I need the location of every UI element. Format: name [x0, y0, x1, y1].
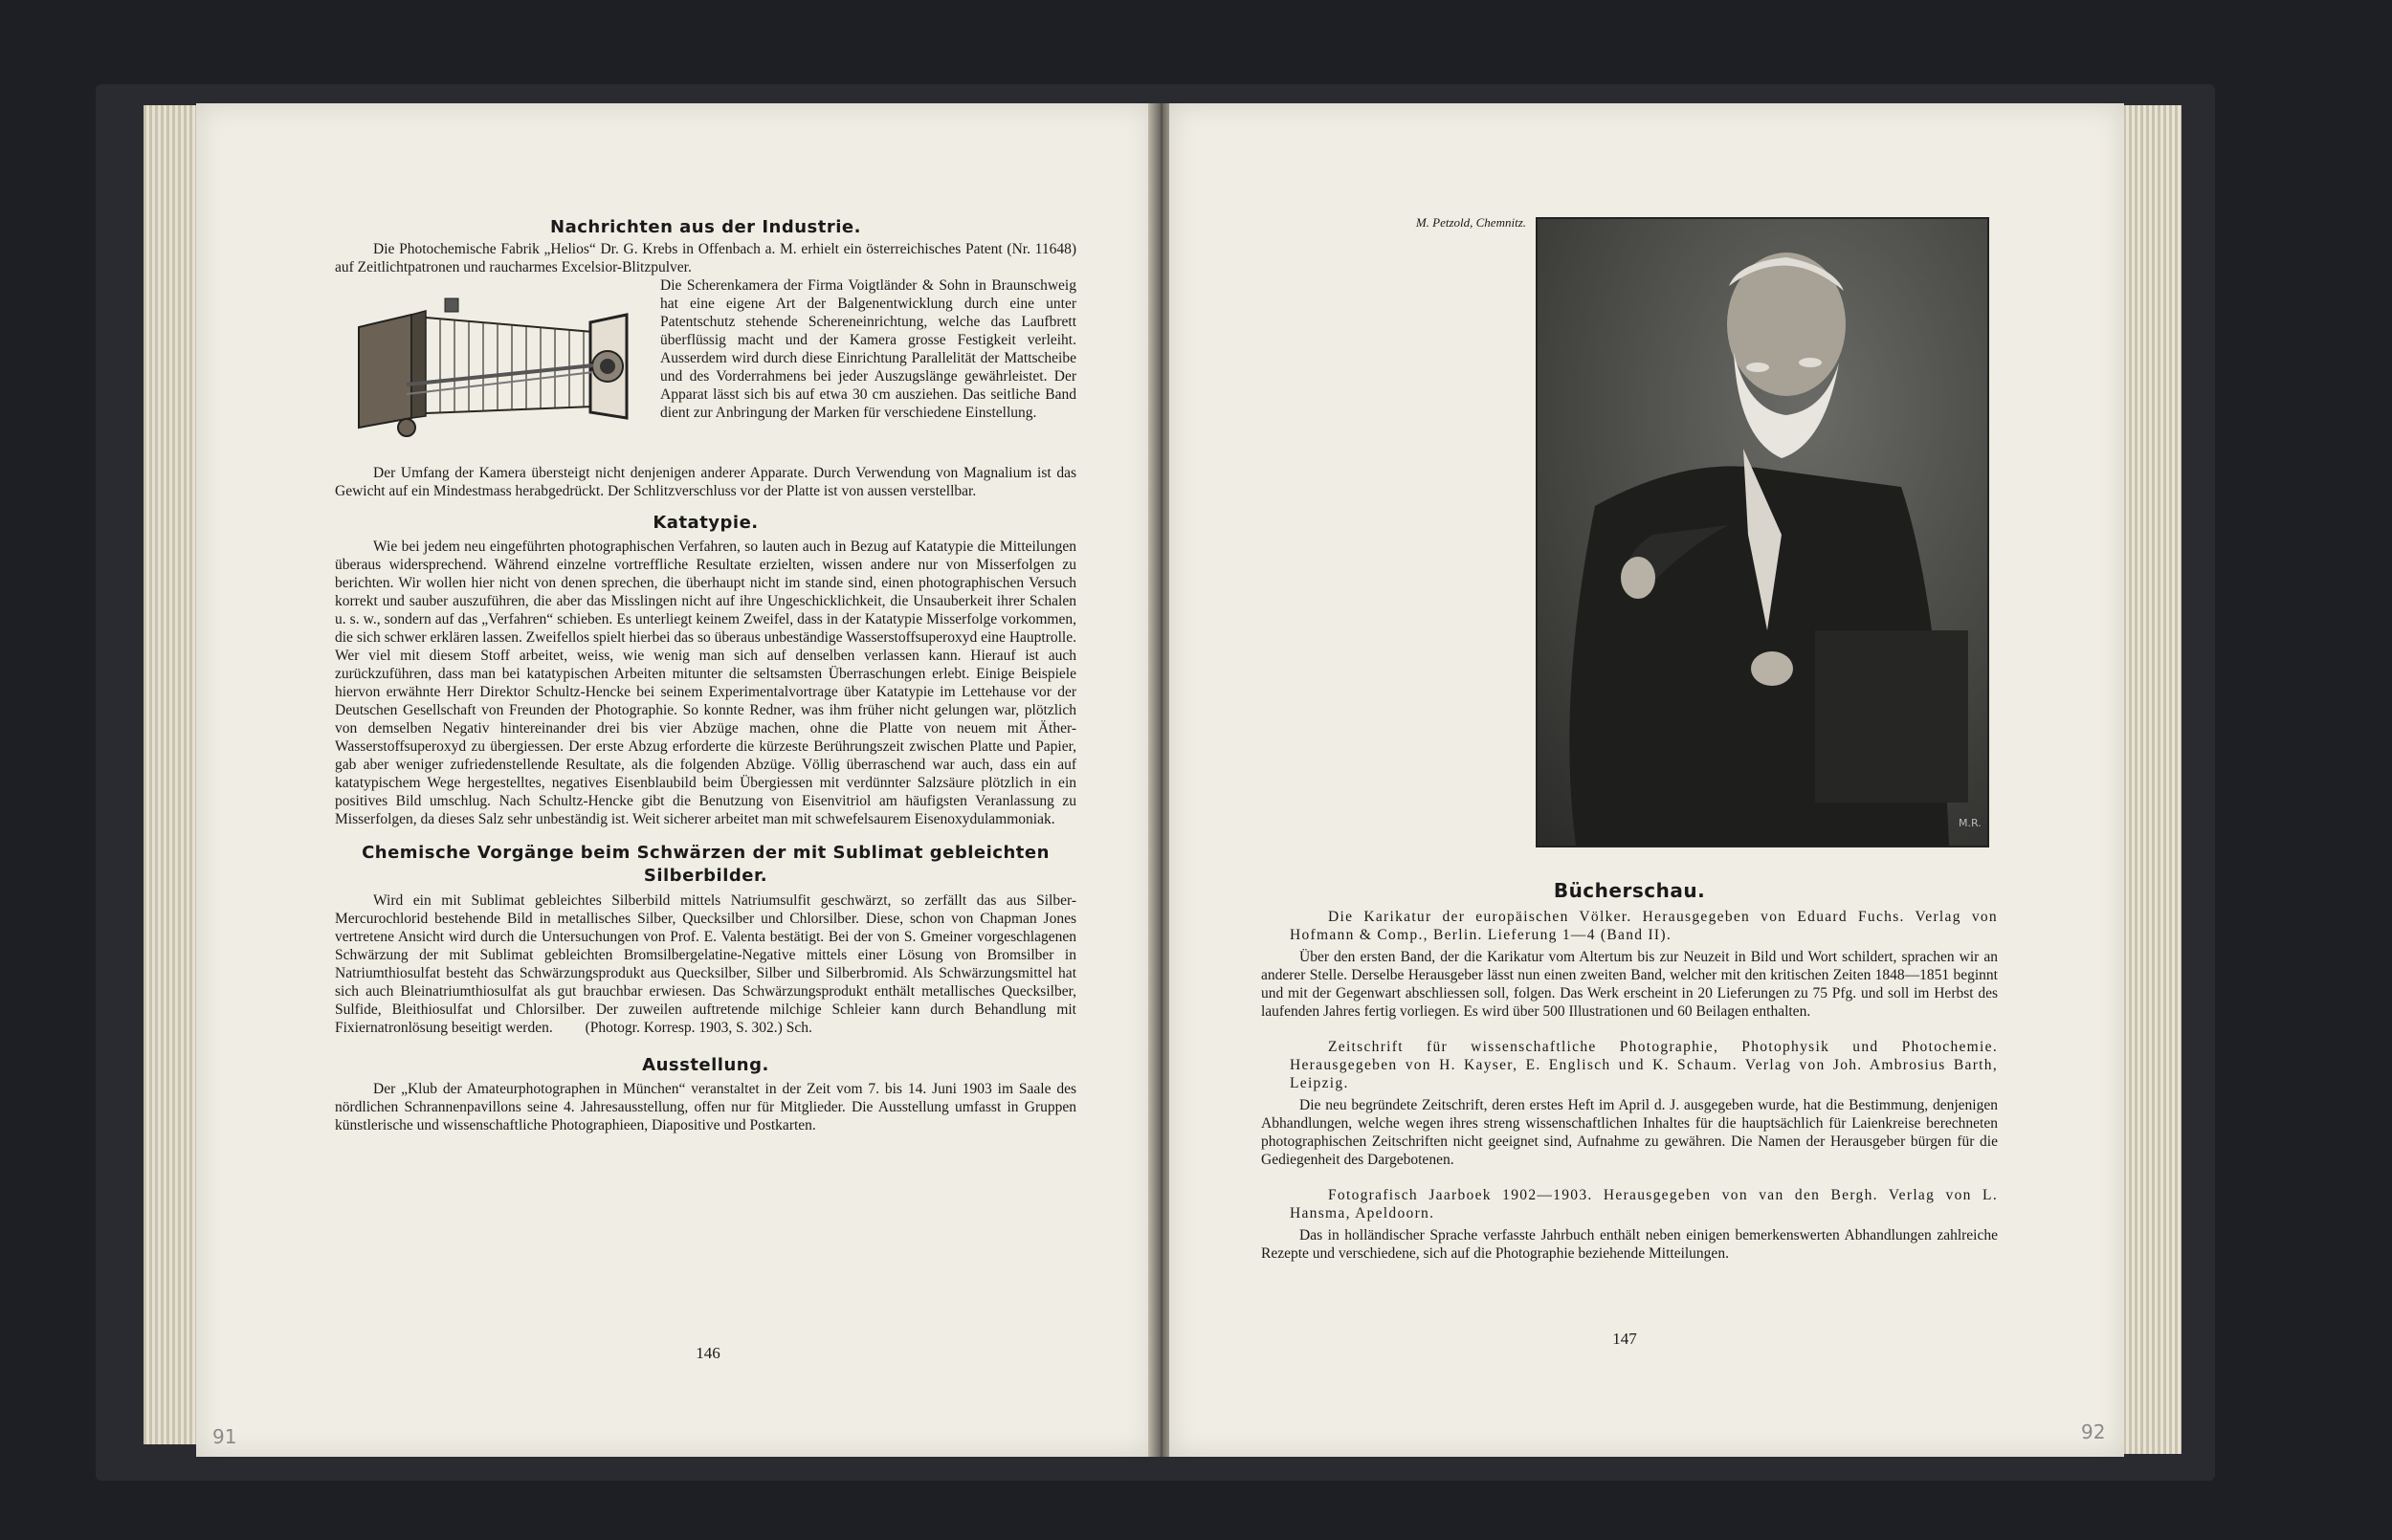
paragraph-kamera-umfang: Der Umfang der Kamera übersteigt nicht denjenigen anderer Apparate. Durch Verwendung von Magnalium ist das Gewicht auf ein Mindestmass herabgedrückt. Der Schlitzverschluss vor der Platte ist von aussen verstellbar. — [335, 465, 1076, 499]
review-karikatur: Über den ersten Band, der die Karikatur vom Altertum bis zur Neuzeit in Bild und Wort schildert, sprachen wir an anderer Stelle. Derselbe Herausgeber lässt nun einen zweiten Band, welcher mit den kritischen Zeiten 1848—1851 beginnt und mit der Gegenwart abschliessen soll, folgen. Das Werk erscheint in 20 Lieferungen zu 75 Pfg. und soll im Herbst des laufenden Jahres fertig vorliegen. Es wird über 500 Illustrationen und 60 Beilagen enthalten. — [1261, 949, 1998, 1020]
paragraph-katatypie: Wie bei jedem neu eingeführten photographischen Verfahren, so lauten auch in Bezug auf Katatypie die Mitteilungen überaus widersprechend. Während einzelne vortreffliche Resultate erzielten, wissen andere nur von Misserfolgen zu berichten. Wir wollen hier nicht von denen sprechen, die überhaupt nicht im stande sind, einen photographischen Versuch korrekt und sauber auszuführen, die aber das Misslingen nicht auf ihre Ungeschicklichkeit, die Unsauberkeit ihrer Schalen u. s. w., sondern auf das „Verfahren“ schieben. Es unterliegt keinem Zweifel, dass in der Katatypie Misserfolge vorkommen, die sich schwer erklären lassen. Zweifellos spielt hierbei das so überaus unbeständige Wasserstoffsuperoxyd eine Hauptrolle. Wer viel mit diesem Stoff arbeitet, weiss, wie wenig man sich auf denselben verlassen kann. Hierauf ist auch zurückzuführen, dass man bei katatypischen Arbeiten mitunter die seltsamsten Überraschungen erlebt. Einige Beispiele hiervon erwähnte Herr Direktor Schultz-Hencke bei seinem Experimentalvortrage über Katatypie im Lettehause vor der Deutschen Gesellschaft von Freunden der Photographie. So konnte Redner, was ihm früher nicht gelungen war, plötzlich von demselben Negativ hintereinander drei bis vier Abzüge machen, ohne die Platte von neuem mit Äther-Wasserstoffsuperoxyd zu übergiessen. Der erste Abzug erforderte die kürzeste Berührungszeit zwischen Platte und Papier, gab aber weniger zufriedenstellende Resultate, als die folgenden Abzüge. Völlig überraschend war auch, dass ein auf katatypischem Wege hergestelltes, negatives Eisenblaubild beim Übergiessen mit verdünnter Salzsäure plötzlich in ein positives Bild umschlug. Nach Schultz-Hencke gibt die Benutzung von Eisenvitriol am häufigsten Veranlassung zu Misserfolgen, da dieses Salz sehr unbeständig ist. Weit sicherer arbeitet man mit schwefelsaurem Eisenoxydulammoniak. — [335, 539, 1076, 827]
page-edges-left — [144, 105, 201, 1444]
paragraph-sublimat-text: Wird ein mit Sublimat gebleichtes Silberbild mittels Natriumsulfit geschwärzt, so zerfällt das aus Silber-Mercurochlorid bestehende Bild in metallisches Silber, Quecksilber und Chlorsilber. Diese, schon von Chapman Jones vertretene Ansicht wird durch die Untersuchungen von Prof. E. Valenta bestätigt. Bei der von S. Gmeiner vorgeschlagenen Schwärzung der mit Sublimat gebleichten Bromsilbergelatine-Negative mittels einer Lösung von Bromsilber in Natriumthiosulfat besteht das Schwärzungsprodukt aus Quecksilber, Silber und Silberbromid. Als Schwärzungsmittel hat sich auch Bleinatriumthiosulfat als gut brauchbar erwiesen. Das Schwärzungsprodukt enthält metallisches Quecksilber, Sulfide, Bleithiosulfat und Chlorsilber. Der zuweilen auftretende milchige Schleier kann durch Behandlung mit Fixiernatronlösung beseitigt werden. — [335, 892, 1076, 1036]
pencil-folio-left: 91 — [212, 1425, 237, 1448]
citation: (Photogr. Korresp. 1903, S. 302.) Sch. — [585, 1020, 812, 1036]
section-title-line2: Silberbilder. — [643, 866, 768, 886]
paragraph-sublimat — [335, 891, 1076, 1037]
section-title-buecherschau: Bücherschau. — [1553, 879, 1706, 902]
book-entry-jaarboek: Fotografisch Jaarboek 1902—1903. Herausgegeben von van den Bergh. Verlag von L. Hansma, Apeldoorn. — [1290, 1187, 1998, 1221]
page-number-left: 146 — [696, 1344, 720, 1362]
book-entry-zeitschrift: Zeitschrift für wissenschaftliche Photographie, Photophysik und Photochemie. Herausgegeben von H. Kayser, E. Englisch und K. Schaum. Verlag von Joh. Ambrosius Barth, Leipzig. — [1290, 1039, 1998, 1091]
photo-credit: M. Petzold, Chemnitz. — [1415, 215, 1526, 230]
section-title-industrie: Nachrichten aus der Industrie. — [550, 217, 861, 237]
review-jaarboek: Das in holländischer Sprache verfasste Jahrbuch enthält neben einigen bemerkenswerten Abhandlungen zahlreiche Rezepte und verschiedene, sich auf die Photographie beziehende Mitteilungen. — [1261, 1227, 1998, 1262]
camera-illustration — [335, 276, 660, 468]
review-zeitschrift: Die neu begründete Zeitschrift, deren erstes Heft im April d. J. ausgegeben wurde, hat die Bestimmung, denjenigen Abhandlungen, welche wegen ihres streng wissenschaftlichen Inhaltes für die hauptsächlich für Laienkreise berechneten photographischen Zeitschriften nicht geeignet sind, Aufnahme zu gewähren. Die Namen der Herausgeber bürgen für die Gediegenheit des Dargebotenen. — [1261, 1097, 1998, 1168]
page-number-right: 147 — [1612, 1330, 1637, 1348]
right-column — [1261, 879, 1998, 1263]
portrait-photograph — [1536, 217, 1989, 847]
portrait-of-bearded-man — [1538, 219, 1987, 846]
section-title-chemische-vorgaenge — [335, 842, 1076, 888]
paragraph-helios: Die Photochemische Fabrik „Helios“ Dr. G. Krebs in Offenbach a. M. erhielt ein österreichisches Patent (Nr. 11648) auf Zeitlichtpatronen und raucharmes Excelsior-Blitzpulver. — [335, 241, 1076, 275]
section-title-katatypie: Katatypie. — [653, 513, 759, 533]
book-entry-karikatur: Die Karikatur der europäischen Völker. Herausgegeben von Eduard Fuchs. Verlag von Hofmann & Comp., Berlin. Lieferung 1—4 (Band II). — [1290, 909, 1998, 943]
page-edges-right — [2115, 105, 2182, 1454]
pencil-folio-right: 92 — [2081, 1420, 2106, 1443]
section-title-ausstellung: Ausstellung. — [642, 1055, 769, 1075]
photo-monogram: M.R. — [1959, 817, 1982, 829]
section-title-line1: Chemische Vorgänge beim Schwärzen der mit Sublimat gebleichten — [362, 843, 1050, 863]
left-column — [335, 218, 1076, 1134]
paragraph-scherenkamera: Die Scherenkamera der Firma Voigtländer & Sohn in Braunschweig hat eine eigene Art der Balgenentwicklung durch eine unter Patentschutz stehende Schereneinrichtung, welche das Laufbrett überflüssig macht und der Kamera grosse Festigkeit verleiht. Ausserdem wird durch diese Einrichtung Parallelität der Mattscheibe und des Vorderrahmens bei jeder Auszugslänge gewährleistet. Der Apparat lässt sich bis auf etwa 30 cm ausziehen. Das seitliche Band dient zur Anbringung der Marken für verschiedene Einstellung. — [660, 277, 1076, 421]
paragraph-ausstellung: Der „Klub der Amateurphotographen in München“ veranstaltet in der Zeit vom 7. bis 14. Juni 1903 im Saale des nördlichen Schrannenpavillons seine 4. Jahresausstellung, offen nur für Mitglieder. Die Ausstellung umfasst in Gruppen künstlerische und wissenschaftliche Photographieen, Diapositive und Postkarten. — [335, 1081, 1076, 1133]
scissor-camera-engraving — [340, 294, 631, 447]
